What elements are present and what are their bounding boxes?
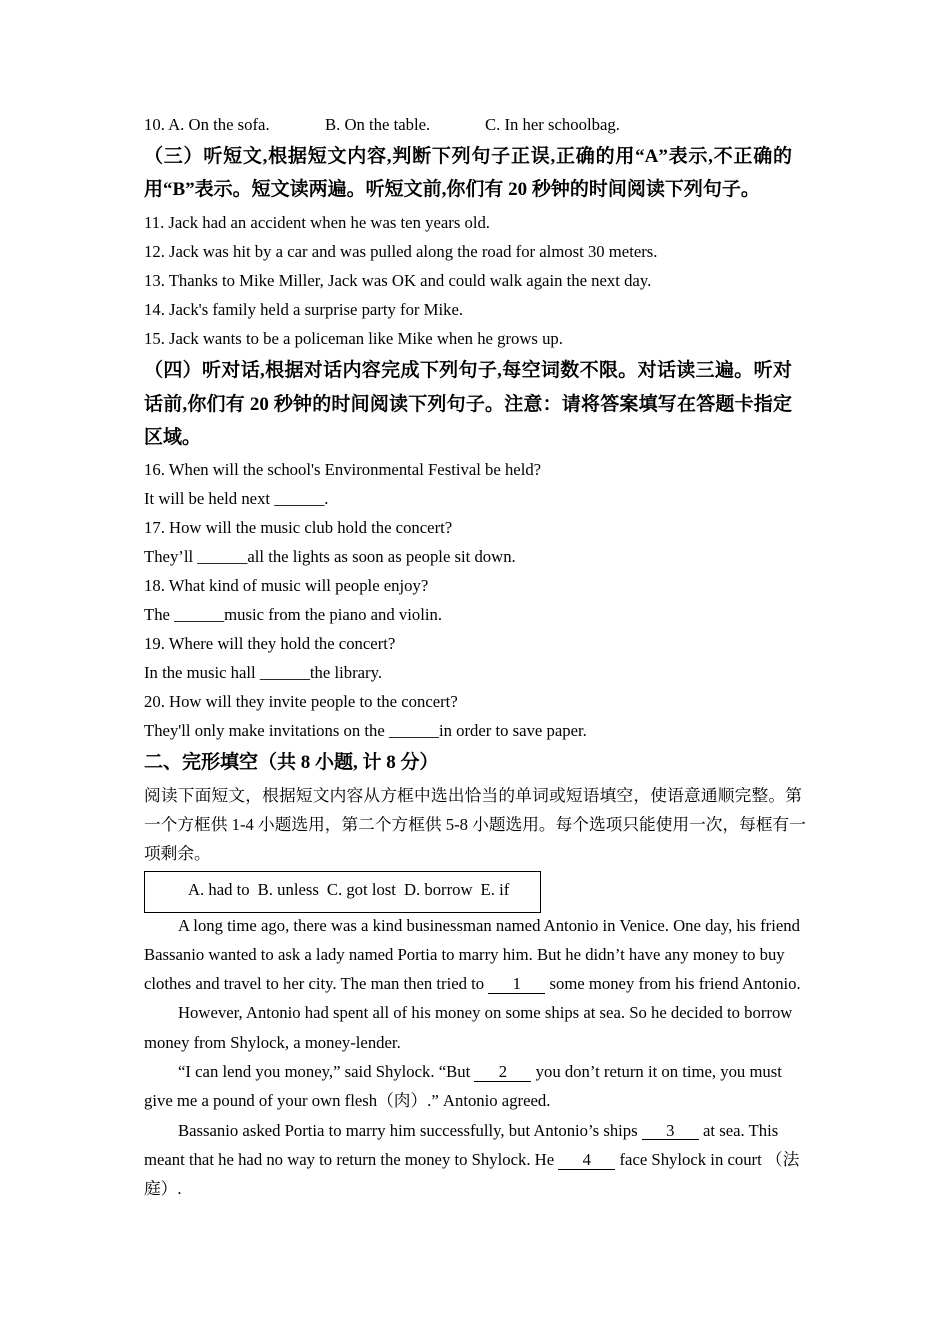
statement-15: 15. Jack wants to be a policeman like Mike when he grows up. — [144, 329, 563, 348]
question-16: 16. When will the school's Environmental Festival be held? — [144, 459, 542, 479]
paragraph-4-text-before-blank-3: Bassanio asked Portia to marry him successfully, but Antonio’s ships — [178, 1120, 638, 1140]
question-17: 17. How will the music club hold the concert? — [144, 517, 453, 537]
question-10-option-c: C. In her schoolbag. — [485, 115, 620, 134]
passage-paragraph-4 — [144, 1116, 808, 1204]
word-option-d: D. borrow — [403, 880, 473, 899]
statement-12: 12. Jack was hit by a car and was pulled along the road for almost 30 meters. — [144, 242, 658, 261]
statement-14: 14. Jack's family held a surprise party for Mike. — [144, 300, 464, 319]
statement-13: 13. Thanks to Mike Miller, Jack was OK and could walk again the next day. — [144, 271, 652, 290]
answer-line-17: They’ll ______all the lights as soon as people sit down. — [144, 546, 516, 566]
statement-11: 11. Jack had an accident when he was ten years old. — [144, 213, 490, 232]
passage-paragraph-2: However, Antonio had spent all of his money on some ships at sea. So he decided to borrow money from Shylock, a money-lender. — [144, 1003, 793, 1052]
part-2-instructions-line-1: 阅读下面短文，根据短文内容从方框中选出恰当的单词或短语填空，使语意通顺完整。第 — [144, 785, 802, 805]
section-3-instructions-line-2: 用“B”表示。短文读两遍。听短文前,你们有 20 秒钟的时间阅读下列句子。 — [144, 179, 760, 200]
blank-3: 3 — [642, 1123, 699, 1141]
cloze-passage — [144, 911, 808, 1204]
page-content — [144, 110, 808, 1203]
section-3-instructions-line-1: （三）听短文,根据短文内容,判断下列句子正误,正确的用“A”表示,不正确的 — [144, 146, 792, 167]
part-2-instructions — [144, 781, 808, 868]
paragraph-3-text-after-blank: you don’t return it on time, you must give me a pound of your own flesh（肉）.” Antonio agreed. — [144, 1061, 782, 1111]
completion-questions — [144, 455, 808, 745]
paragraph-1-text-before-blank: A long time ago, there was a kind businessman named Antonio in Venice. One day, his friend Bassanio wanted to ask a lady named Portia to marry him. But he didn’t have any money to buy clothes and travel to her city. The man then tried to — [144, 915, 800, 994]
section-4-instructions — [144, 354, 808, 455]
true-false-statements — [144, 208, 808, 353]
section-4-instructions-line-2: 话前,你们有 20 秒钟的时间阅读下列句子。注意：请将答案填写在答题卡指定 — [144, 393, 792, 415]
word-option-b: B. unless — [257, 880, 319, 899]
paragraph-4-text-between-blanks: at sea. This meant that he had no way to return the money to Shylock. He — [144, 1120, 779, 1169]
answer-line-19: In the music hall ______the library. — [144, 662, 383, 682]
word-choice-box — [144, 871, 541, 913]
word-option-a: A. had to — [188, 880, 250, 899]
question-10-option-a — [144, 110, 325, 139]
section-4-instructions-line-1: （四）听对话,根据对话内容完成下列句子,每空词数不限。对话读三遍。听对 — [144, 360, 792, 381]
question-19: 19. Where will they hold the concert? — [144, 633, 396, 653]
part-2-heading: 二、完形填空（共 8 小题, 计 8 分） — [144, 751, 439, 773]
part-2-instructions-line-2: 一个方框供 1-4 小题选用，第二个方框供 5-8 小题选用。每个选项只能使用一次，每框有一 — [144, 814, 806, 834]
option-a-text: A. On the sofa. — [168, 115, 270, 134]
paragraph-4-text-after-blank-4: face Shylock in court （法庭）. — [144, 1149, 800, 1199]
answer-line-16: It will be held next ______. — [144, 488, 329, 508]
answer-line-20: They'll only make invitations on the ______in order to save paper. — [144, 720, 587, 740]
question-10-number: 10. — [144, 115, 165, 134]
word-option-e: E. if — [480, 880, 510, 899]
blank-1: 1 — [488, 976, 545, 994]
answer-line-18: The ______music from the piano and violin. — [144, 604, 443, 624]
blank-4: 4 — [558, 1152, 615, 1170]
section-4-instructions-line-3: 区域。 — [144, 427, 202, 448]
paragraph-3-text-before-blank: “I can lend you money,” said Shylock. “But — [178, 1061, 471, 1081]
question-20: 20. How will they invite people to the concert? — [144, 691, 458, 711]
question-18: 18. What kind of music will people enjoy? — [144, 575, 429, 595]
passage-paragraph-3 — [144, 1057, 808, 1116]
part-2-instructions-line-3: 项剩余。 — [144, 843, 211, 863]
blank-2: 2 — [474, 1064, 531, 1082]
word-option-c: C. got lost — [326, 880, 396, 899]
passage-paragraph-1 — [144, 911, 808, 999]
question-10-option-b: B. On the table. — [325, 115, 431, 134]
question-10 — [144, 110, 808, 139]
section-3-instructions — [144, 140, 808, 206]
paragraph-1-text-after-blank: some money from his friend Antonio. — [549, 974, 801, 994]
